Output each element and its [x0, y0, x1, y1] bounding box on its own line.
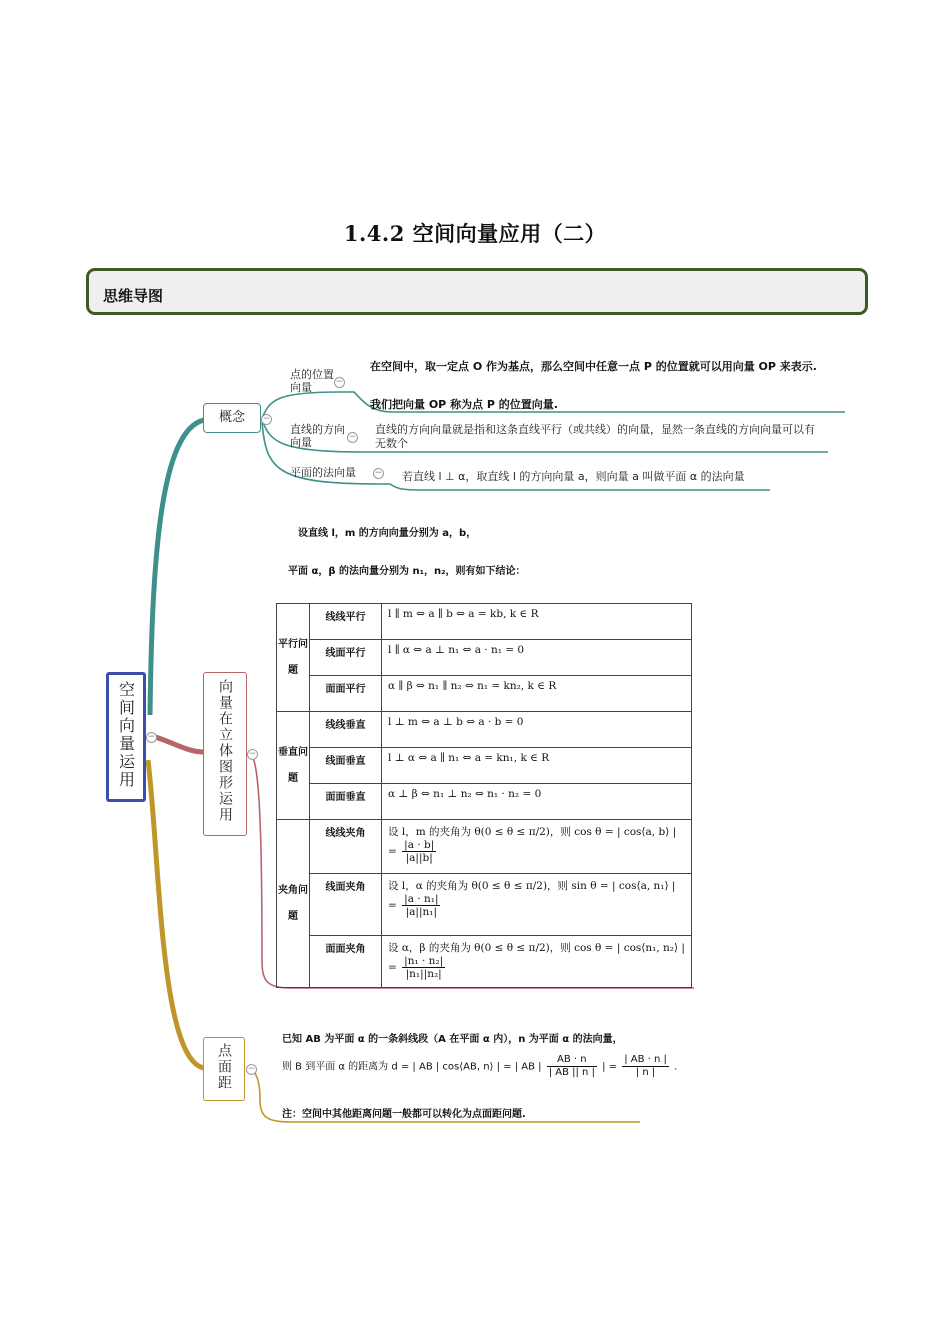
distance-line2: 则 B 到平面 α 的距离为 d = | AB | cos⟨AB, n⟩ | = | AB | $\frac{AB \cdot n}{| AB || n |}$ | = $\frac{| AB \cdot n |}{| n |}$ . [282, 1054, 678, 1078]
concept-item-normal-vector[interactable] [290, 466, 380, 479]
row-label: 线线夹角 [310, 820, 382, 874]
application-node[interactable] [203, 672, 247, 836]
row-formula: l ∥ α ⇔ a ⊥ n₁ ⇔ a · n₁ = 0 [382, 640, 692, 676]
distance-label: 点面距 [216, 1043, 232, 1091]
row-label: 线线垂直 [310, 712, 382, 748]
group-perpendicular: 垂直问题 [277, 712, 310, 820]
page-title: 1.4.2 空间向量应用（二） [343, 221, 607, 246]
collapse-icon[interactable]: − [348, 432, 357, 442]
fraction: $\frac{AB \cdot n}{| AB || n |}$ [548, 1054, 595, 1078]
application-label: 向量在立体图形运用 [217, 679, 233, 823]
concept-label: 概念 [218, 410, 245, 425]
collapse-icon[interactable]: − [248, 749, 257, 759]
fraction: $\frac{| AB \cdot n |}{| n |}$ [624, 1054, 667, 1078]
concept-item-direction-vector[interactable] [290, 423, 346, 449]
row-label: 面面垂直 [310, 784, 382, 820]
concept-node[interactable] [203, 403, 261, 433]
concept-item-desc: 若直线 l ⊥ α，取直线 l 的方向向量 a，则向量 a 叫做平面 α 的法向量 [402, 470, 745, 483]
row-formula: l ⊥ m ⇔ a ⊥ b ⇔ a · b = 0 [382, 712, 692, 748]
concept-item-label: 点的位置向量 [290, 368, 334, 394]
application-intro: 设直线 l，m 的方向向量分别为 a，b， [298, 528, 477, 539]
concept-item-label: 平面的法向量 [290, 466, 356, 479]
row-label: 面面夹角 [310, 936, 382, 988]
row-formula: l ∥ m ⇔ a ∥ b ⇔ a = kb, k ∈ R [382, 604, 692, 640]
concept-item-desc: 在空间中，取一定点 O 作为基点，那么空间中任意一点 P 的位置就可以用向量 OP 来表示. [370, 360, 817, 373]
row-formula: 设 l，m 的夹角为 θ(0 ≤ θ ≤ π/2)，则 cos θ = | cos⟨a, b⟩ | = $\frac{|a \cdot b|}{|a||b|}$ [382, 820, 692, 874]
concept-item-desc: 我们把向量 OP 称为点 P 的位置向量. [370, 398, 558, 411]
row-label: 线线平行 [310, 604, 382, 640]
collapse-icon[interactable]: − [247, 1064, 256, 1074]
fraction: $\frac{|a \cdot b|}{|a||b|}$ [404, 839, 435, 864]
concept-item-position-vector[interactable] [290, 368, 334, 394]
root-label: 空间向量运用 [116, 681, 136, 789]
row-label: 线面垂直 [310, 748, 382, 784]
connector-root-concept [150, 420, 204, 715]
section-label: 思维导图 [103, 287, 164, 305]
distance-note: 注：空间中其他距离问题一般都可以转化为点面距问题. [282, 1109, 526, 1120]
group-parallel: 平行问题 [277, 604, 310, 712]
row-formula: l ⊥ α ⇔ a ∥ n₁ ⇔ a = kn₁, k ∈ R [382, 748, 692, 784]
collapse-icon[interactable]: − [335, 377, 344, 387]
distance-line1: 已知 AB 为平面 α 的一条斜线段（A 在平面 α 内），n 为平面 α 的法向量， [282, 1034, 623, 1045]
connector-root-distance [148, 760, 204, 1068]
root-node[interactable] [106, 672, 146, 802]
row-formula: α ∥ β ⇔ n₁ ∥ n₂ ⇔ n₁ = kn₂, k ∈ R [382, 676, 692, 712]
application-intro: 平面 α，β 的法向量分别为 n₁，n₂，则有如下结论： [288, 566, 526, 577]
concept-item-label: 直线的方向向量 [290, 423, 345, 449]
conclusion-table [276, 603, 692, 988]
row-formula: 设 l，α 的夹角为 θ(0 ≤ θ ≤ π/2)，则 sin θ = | cos⟨a, n₁⟩ | = $\frac{\text{|a · n₁|}}{\text{|a||n₁|}}$ [382, 874, 692, 936]
fraction: $\frac{\text{|n₁ · n₂|}}{\text{|n₁||n₂|}}$ [404, 955, 444, 980]
row-formula: 设 α，β 的夹角为 θ(0 ≤ θ ≤ π/2)，则 cos θ = | cos⟨n₁, n₂⟩ | = $\frac{\text{|n₁ · n₂|}}{\text{|n₁||n₂|}}$ [382, 936, 692, 988]
group-angle: 夹角问题 [277, 820, 310, 988]
collapse-icon[interactable]: − [147, 732, 156, 742]
row-label: 线面夹角 [310, 874, 382, 936]
row-formula: α ⊥ β ⇔ n₁ ⊥ n₂ ⇔ n₁ · n₂ = 0 [382, 784, 692, 820]
row-label: 面面平行 [310, 676, 382, 712]
collapse-icon[interactable]: − [262, 414, 271, 424]
collapse-icon[interactable]: − [374, 468, 383, 478]
fraction: $\frac{\text{|a · n₁|}}{\text{|a||n₁|}}$ [404, 893, 439, 918]
row-label: 线面平行 [310, 640, 382, 676]
concept-item-desc: 直线的方向向量就是指和这条直线平行（或共线）的向量，显然一条直线的方向向量可以有无数个 [375, 423, 815, 450]
distance-node[interactable] [203, 1037, 245, 1101]
